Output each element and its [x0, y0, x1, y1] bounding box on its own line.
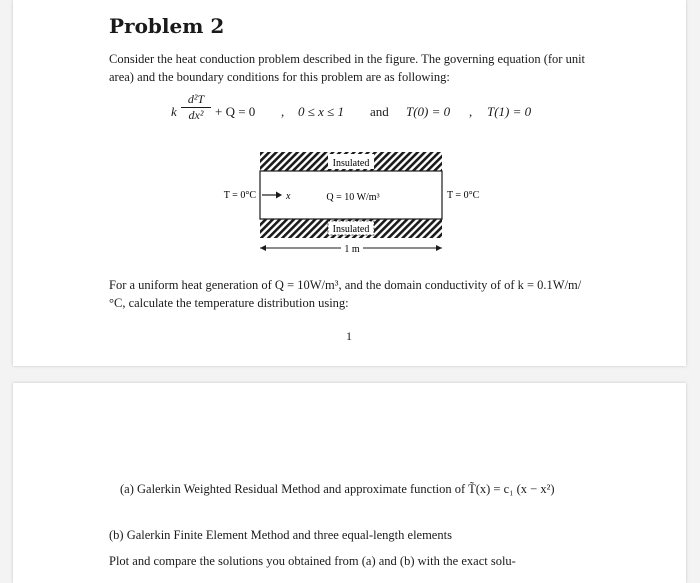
part-a-text: (a) Galerkin Weighted Residual Method and approximate function of T̃(x) = c₁ (x − x²)	[120, 482, 555, 496]
given-data-text: For a uniform heat generation of Q = 10W/m³, and the domain conductivity of of k = 0.1W/m/°C, calculate the temperature distribution using:	[109, 278, 582, 310]
right-boundary-temp: T = 0°C	[447, 190, 480, 201]
page-number: 1	[346, 329, 352, 343]
eq-plus-q: + Q = 0	[215, 104, 256, 119]
document-page-2	[13, 383, 686, 583]
bottom-insulated-label: Insulated	[332, 224, 370, 235]
eq-bc-right: T(1) = 0	[487, 104, 532, 119]
eq-domain: 0 ≤ x ≤ 1	[298, 104, 345, 119]
top-insulated-label: Insulated	[332, 158, 370, 169]
heat-conduction-figure	[13, 145, 686, 265]
eq-k: k	[171, 104, 177, 119]
eq-sep-2: ,	[469, 104, 473, 119]
closing-text: Plot and compare the solutions you obtained from (a) and (b) with the exact solu-	[109, 554, 516, 568]
dimension-label: 1 m	[344, 244, 360, 255]
eq-numerator: d²T	[181, 92, 211, 108]
eq-sep-1: ,	[281, 104, 285, 119]
problem-intro: Consider the heat conduction problem described in the figure. The governing equation (for unit area) and the boundary conditions for this problem are as following:	[109, 52, 586, 84]
part-b-text: (b) Galerkin Finite Element Method and three equal-length elements	[109, 528, 452, 542]
document-page-1	[13, 0, 686, 366]
eq-bc-left: T(0) = 0	[406, 104, 451, 119]
problem-title: Problem 2	[109, 14, 225, 38]
heat-source-label: Q = 10 W/m³	[326, 192, 380, 203]
eq-and: and	[370, 104, 389, 119]
left-boundary-temp: T = 0°C	[223, 190, 256, 201]
dimension-arrow-left	[260, 245, 266, 251]
eq-fraction	[181, 92, 211, 123]
x-axis-label: x	[286, 191, 291, 202]
eq-denominator: dx²	[188, 108, 204, 122]
dimension-arrow-right	[436, 245, 442, 251]
